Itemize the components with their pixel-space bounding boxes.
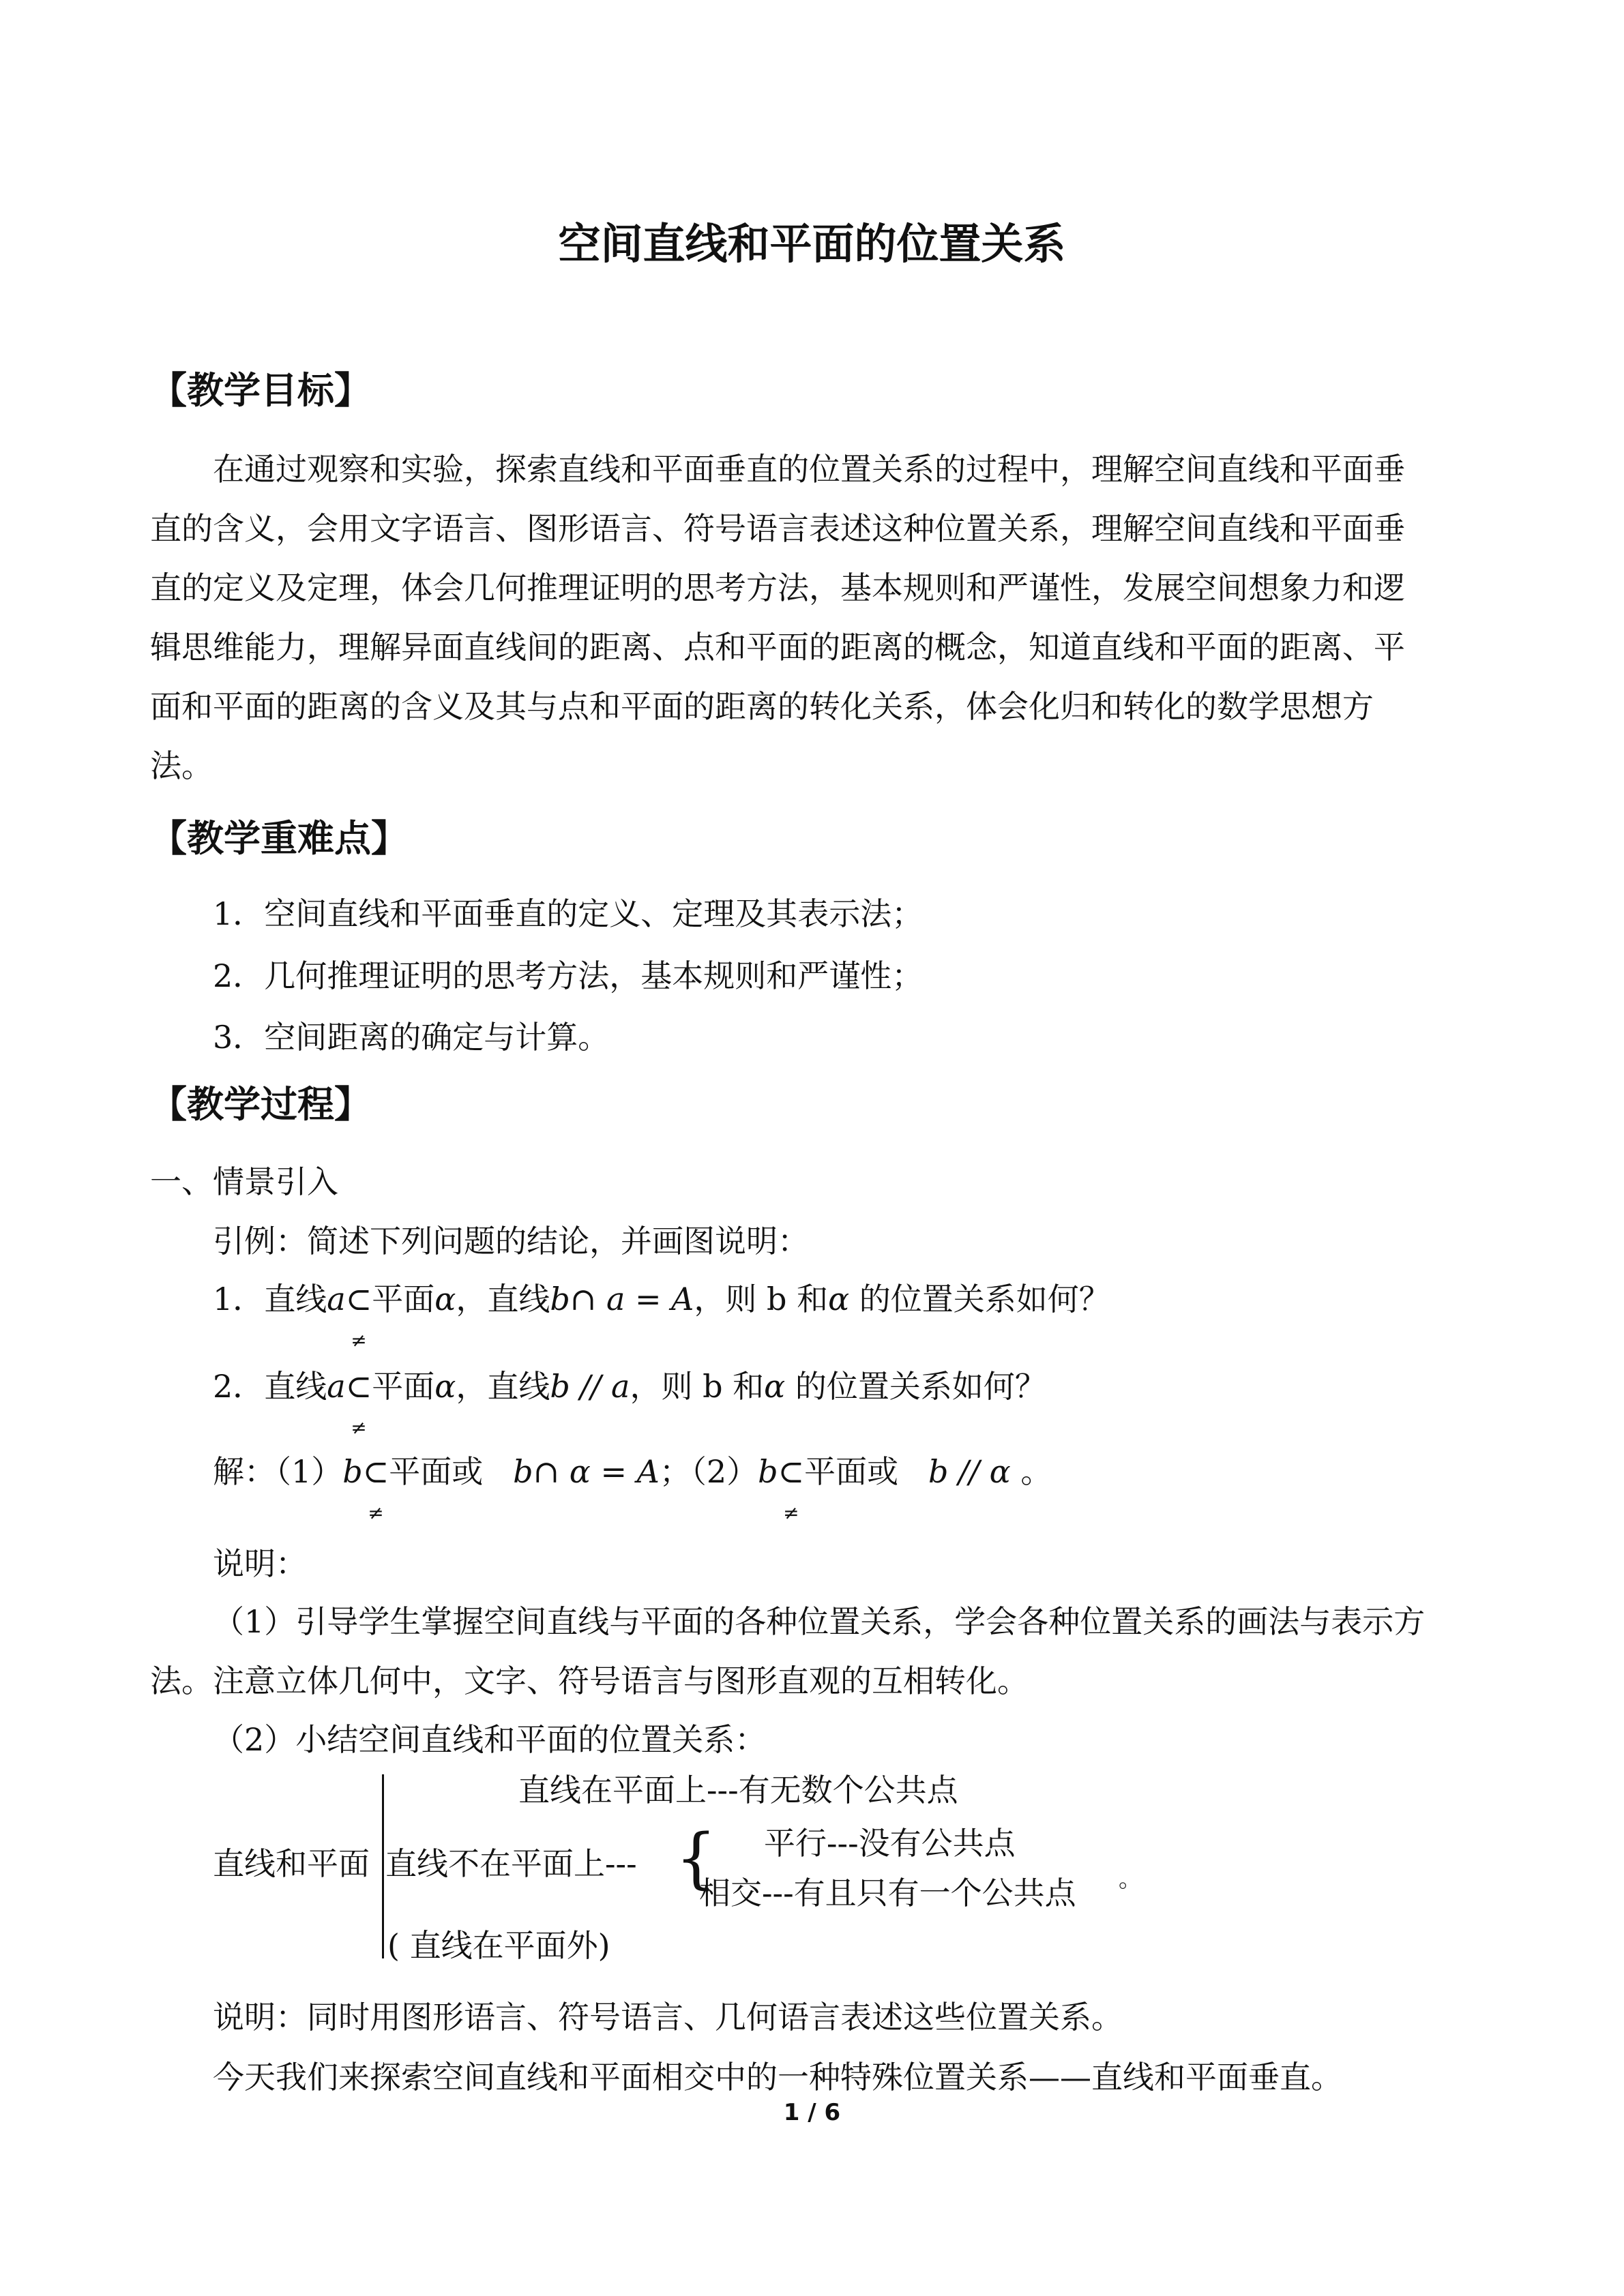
question-1: 1．直线a⊂ ≠ 平面α，直线b∩ a = A，则 b 和α 的位置关系如何？ bbox=[213, 1281, 1110, 1352]
key-point-1: 1．空间直线和平面垂直的定义、定理及其表示法； bbox=[213, 895, 924, 932]
relation-outside: ( 直线在平面外) bbox=[387, 1927, 610, 1964]
sub-brace: { bbox=[675, 1820, 718, 1896]
heading-key-points: 【教学重难点】 bbox=[150, 817, 408, 860]
answer: 解：（1）b⊂ ≠ 平面或 b∩ α = A；（2）b⊂ ≠ 平面或 b // α 。 bbox=[213, 1453, 1052, 1524]
relation-in-plane: 直线在平面上---有无数个公共点 bbox=[518, 1772, 958, 1808]
relations-brace bbox=[382, 1774, 384, 1958]
objectives-line-6: 法。 bbox=[150, 747, 213, 784]
relations-root: 直线和平面 bbox=[213, 1845, 370, 1882]
objectives-line-5: 面和平面的距离的含义及其与点和平面的距离的转化关系，体会化归和转化的数学思想方 bbox=[150, 688, 1374, 725]
intro-example: 引例：简述下列问题的结论，并画图说明： bbox=[213, 1223, 809, 1259]
note-3: 说明：同时用图形语言、符号语言、几何语言表述这些位置关系。 bbox=[213, 1999, 1123, 2036]
page-title: 空间直线和平面的位置关系 bbox=[558, 219, 1066, 269]
key-point-3: 3．空间距离的确定与计算。 bbox=[213, 1019, 610, 1056]
heading-process: 【教学过程】 bbox=[150, 1083, 371, 1126]
question-2: 2．直线a⊂ ≠ 平面α，直线b // a，则 b 和α 的位置关系如何？ bbox=[213, 1368, 1046, 1439]
page-number: 1 / 6 bbox=[783, 2099, 841, 2126]
note-label: 说明： bbox=[213, 1545, 307, 1582]
heading-objectives: 【教学目标】 bbox=[150, 369, 371, 412]
objectives-line-2: 直的含义，会用文字语言、图形语言、符号语言表述这种位置关系，理解空间直线和平面垂 bbox=[150, 510, 1405, 547]
relation-not-in-plane: 直线不在平面上--- bbox=[385, 1845, 637, 1882]
note-2: （2）小结空间直线和平面的位置关系： bbox=[213, 1721, 767, 1758]
note-1-line-1: （1）引导学生掌握空间直线与平面的各种位置关系，学会各种位置关系的画法与表示方 bbox=[213, 1603, 1426, 1640]
relation-parallel: 平行---没有公共点 bbox=[764, 1825, 1016, 1862]
note-1-line-2: 法。注意立体几何中，文字、符号语言与图形直观的互相转化。 bbox=[150, 1663, 1029, 1699]
relation-intersect: 相交---有且只有一个公共点 bbox=[699, 1875, 1076, 1911]
subheading-intro: 一、情景引入 bbox=[150, 1163, 338, 1200]
note-4: 今天我们来探索空间直线和平面相交中的一种特殊位置关系——直线和平面垂直。 bbox=[213, 2059, 1342, 2096]
relation-end-mark: 。 bbox=[1119, 1866, 1142, 1893]
objectives-line-3: 直的定义及定理，体会几何推理证明的思考方法，基本规则和严谨性，发展空间想象力和逻 bbox=[150, 569, 1405, 606]
objectives-line-4: 辑思维能力，理解异面直线间的距离、点和平面的距离的概念，知道直线和平面的距离、平 bbox=[150, 629, 1405, 666]
key-point-2: 2．几何推理证明的思考方法，基本规则和严谨性； bbox=[213, 957, 924, 994]
objectives-line-1: 在通过观察和实验，探索直线和平面垂直的位置关系的过程中，理解空间直线和平面垂 bbox=[213, 451, 1405, 488]
